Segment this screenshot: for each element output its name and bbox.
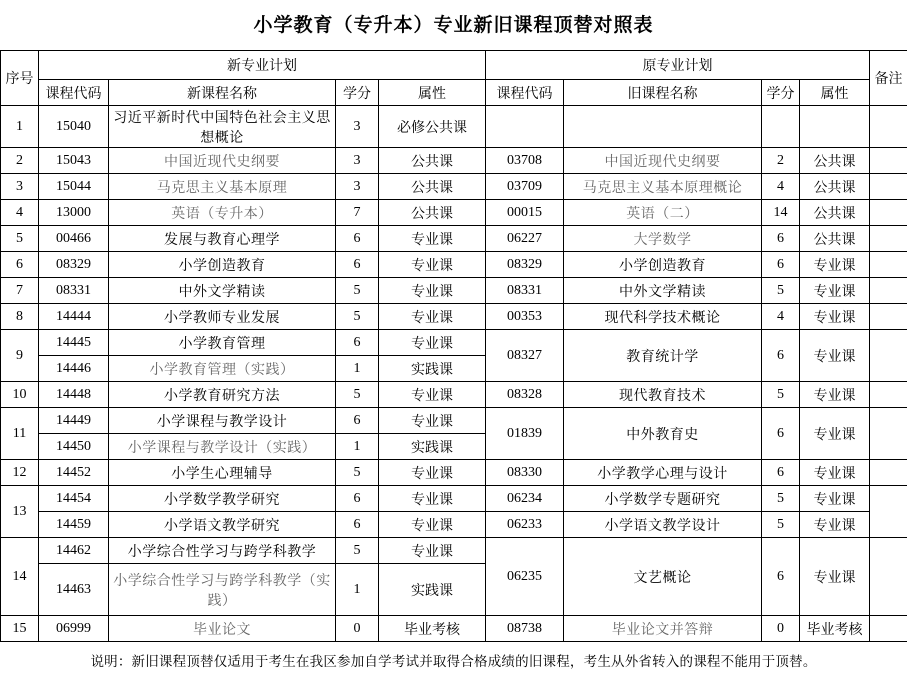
new-name-cell: 小学语文教学研究 bbox=[109, 512, 336, 538]
old-code-cell: 08331 bbox=[486, 278, 564, 304]
new-code-cell: 14463 bbox=[39, 564, 109, 616]
old-credit-cell: 2 bbox=[762, 148, 800, 174]
new-code-cell: 15043 bbox=[39, 148, 109, 174]
old-name-cell: 小学语文教学设计 bbox=[564, 512, 762, 538]
old-attr-cell: 公共课 bbox=[800, 226, 870, 252]
new-attr-cell: 必修公共课 bbox=[379, 106, 486, 148]
old-attr-cell: 公共课 bbox=[800, 174, 870, 200]
new-name-cell: 小学数学教学研究 bbox=[109, 486, 336, 512]
old-name-cell: 小学教学心理与设计 bbox=[564, 460, 762, 486]
seq-cell: 9 bbox=[1, 330, 39, 382]
table-row bbox=[1, 460, 907, 486]
remark-cell bbox=[870, 148, 907, 174]
new-name-cell: 小学课程与教学设计 bbox=[109, 408, 336, 434]
table-row bbox=[1, 252, 907, 278]
new-credit-cell: 3 bbox=[336, 106, 379, 148]
table-row bbox=[1, 174, 907, 200]
new-credit-cell: 6 bbox=[336, 408, 379, 434]
old-credit-cell: 14 bbox=[762, 200, 800, 226]
seq-cell: 15 bbox=[1, 616, 39, 642]
new-credit-cell: 1 bbox=[336, 356, 379, 382]
header-new-attr: 属性 bbox=[379, 80, 486, 106]
remark-cell bbox=[870, 252, 907, 278]
seq-cell: 8 bbox=[1, 304, 39, 330]
old-credit-cell: 6 bbox=[762, 408, 800, 460]
new-code-cell: 14446 bbox=[39, 356, 109, 382]
new-credit-cell: 5 bbox=[336, 460, 379, 486]
new-name-cell: 中外文学精读 bbox=[109, 278, 336, 304]
old-name-cell: 中外文学精读 bbox=[564, 278, 762, 304]
old-code-cell: 08738 bbox=[486, 616, 564, 642]
old-code-cell: 00015 bbox=[486, 200, 564, 226]
new-attr-cell: 公共课 bbox=[379, 200, 486, 226]
table-row bbox=[1, 538, 907, 564]
new-code-cell: 14449 bbox=[39, 408, 109, 434]
old-credit-cell: 6 bbox=[762, 226, 800, 252]
remark-cell bbox=[870, 278, 907, 304]
old-credit-cell bbox=[762, 106, 800, 148]
seq-cell: 4 bbox=[1, 200, 39, 226]
seq-cell: 12 bbox=[1, 460, 39, 486]
old-attr-cell: 专业课 bbox=[800, 252, 870, 278]
old-attr-cell: 专业课 bbox=[800, 330, 870, 382]
old-credit-cell: 6 bbox=[762, 538, 800, 616]
new-name-cell: 小学教育管理（实践） bbox=[109, 356, 336, 382]
new-code-cell: 14448 bbox=[39, 382, 109, 408]
new-name-cell: 小学教育研究方法 bbox=[109, 382, 336, 408]
table-row bbox=[1, 226, 907, 252]
header-new-plan: 新专业计划 bbox=[39, 51, 486, 80]
table-row bbox=[1, 512, 907, 538]
old-credit-cell: 5 bbox=[762, 512, 800, 538]
old-name-cell: 教育统计学 bbox=[564, 330, 762, 382]
old-credit-cell: 5 bbox=[762, 278, 800, 304]
table-row bbox=[1, 486, 907, 512]
old-code-cell: 06227 bbox=[486, 226, 564, 252]
remark-cell bbox=[870, 382, 907, 408]
new-code-cell: 14450 bbox=[39, 434, 109, 460]
new-name-cell: 小学课程与教学设计（实践） bbox=[109, 434, 336, 460]
new-code-cell: 14444 bbox=[39, 304, 109, 330]
header-new-name: 新课程名称 bbox=[109, 80, 336, 106]
table-row bbox=[1, 304, 907, 330]
header-new-code: 课程代码 bbox=[39, 80, 109, 106]
old-credit-cell: 5 bbox=[762, 382, 800, 408]
new-credit-cell: 6 bbox=[336, 486, 379, 512]
new-name-cell: 习近平新时代中国特色社会主义思想概论 bbox=[109, 106, 336, 148]
old-name-cell: 现代教育技术 bbox=[564, 382, 762, 408]
old-credit-cell: 6 bbox=[762, 460, 800, 486]
table-row bbox=[1, 382, 907, 408]
old-attr-cell: 专业课 bbox=[800, 382, 870, 408]
seq-cell: 6 bbox=[1, 252, 39, 278]
old-credit-cell: 4 bbox=[762, 174, 800, 200]
table-row bbox=[1, 330, 907, 356]
new-credit-cell: 1 bbox=[336, 564, 379, 616]
new-credit-cell: 6 bbox=[336, 226, 379, 252]
old-attr-cell: 专业课 bbox=[800, 538, 870, 616]
old-code-cell: 01839 bbox=[486, 408, 564, 460]
seq-cell: 14 bbox=[1, 538, 39, 616]
new-credit-cell: 0 bbox=[336, 616, 379, 642]
old-name-cell: 毕业论文并答辩 bbox=[564, 616, 762, 642]
remark-cell bbox=[870, 200, 907, 226]
new-attr-cell: 专业课 bbox=[379, 512, 486, 538]
header-old-attr: 属性 bbox=[800, 80, 870, 106]
seq-cell: 1 bbox=[1, 106, 39, 148]
old-code-cell: 08329 bbox=[486, 252, 564, 278]
old-name-cell: 英语（二） bbox=[564, 200, 762, 226]
new-credit-cell: 6 bbox=[336, 512, 379, 538]
new-name-cell: 小学综合性学习与跨学科教学 bbox=[109, 538, 336, 564]
old-name-cell: 小学数学专题研究 bbox=[564, 486, 762, 512]
old-code-cell: 08330 bbox=[486, 460, 564, 486]
new-credit-cell: 3 bbox=[336, 148, 379, 174]
seq-cell: 3 bbox=[1, 174, 39, 200]
old-attr-cell: 公共课 bbox=[800, 148, 870, 174]
table-row bbox=[1, 616, 907, 642]
old-credit-cell: 4 bbox=[762, 304, 800, 330]
old-name-cell: 大学数学 bbox=[564, 226, 762, 252]
old-credit-cell: 6 bbox=[762, 252, 800, 278]
new-code-cell: 14445 bbox=[39, 330, 109, 356]
new-code-cell: 14459 bbox=[39, 512, 109, 538]
remark-cell bbox=[870, 174, 907, 200]
header-old-credit: 学分 bbox=[762, 80, 800, 106]
remark-cell bbox=[870, 106, 907, 148]
new-name-cell: 毕业论文 bbox=[109, 616, 336, 642]
page-title: 小学教育（专升本）专业新旧课程顶替对照表 bbox=[253, 14, 654, 36]
old-credit-cell: 6 bbox=[762, 330, 800, 382]
old-name-cell: 小学创造教育 bbox=[564, 252, 762, 278]
old-code-cell: 03709 bbox=[486, 174, 564, 200]
new-attr-cell: 实践课 bbox=[379, 434, 486, 460]
old-attr-cell: 公共课 bbox=[800, 200, 870, 226]
old-attr-cell: 专业课 bbox=[800, 460, 870, 486]
new-credit-cell: 6 bbox=[336, 252, 379, 278]
old-code-cell: 03708 bbox=[486, 148, 564, 174]
new-credit-cell: 7 bbox=[336, 200, 379, 226]
new-credit-cell: 5 bbox=[336, 278, 379, 304]
table-row bbox=[1, 148, 907, 174]
course-table bbox=[0, 50, 907, 642]
seq-cell: 10 bbox=[1, 382, 39, 408]
old-name-cell: 中外教育史 bbox=[564, 408, 762, 460]
remark-cell bbox=[870, 408, 907, 460]
seq-cell: 2 bbox=[1, 148, 39, 174]
header-row-columns bbox=[1, 80, 907, 106]
new-code-cell: 14454 bbox=[39, 486, 109, 512]
old-attr-cell: 专业课 bbox=[800, 486, 870, 512]
remark-cell bbox=[870, 330, 907, 382]
seq-cell: 11 bbox=[1, 408, 39, 460]
new-code-cell: 06999 bbox=[39, 616, 109, 642]
new-code-cell: 08329 bbox=[39, 252, 109, 278]
header-seq: 序号 bbox=[1, 51, 39, 106]
new-attr-cell: 公共课 bbox=[379, 174, 486, 200]
table-row bbox=[1, 106, 907, 148]
old-name-cell: 中国近现代史纲要 bbox=[564, 148, 762, 174]
new-attr-cell: 专业课 bbox=[379, 382, 486, 408]
new-code-cell: 14452 bbox=[39, 460, 109, 486]
remark-cell bbox=[870, 616, 907, 642]
new-name-cell: 小学综合性学习与跨学科教学（实践） bbox=[109, 564, 336, 616]
new-credit-cell: 6 bbox=[336, 330, 379, 356]
new-attr-cell: 专业课 bbox=[379, 538, 486, 564]
header-row-group bbox=[1, 51, 907, 80]
old-credit-cell: 0 bbox=[762, 616, 800, 642]
new-code-cell: 14462 bbox=[39, 538, 109, 564]
header-old-name: 旧课程名称 bbox=[564, 80, 762, 106]
new-name-cell: 小学教师专业发展 bbox=[109, 304, 336, 330]
new-attr-cell: 专业课 bbox=[379, 330, 486, 356]
new-attr-cell: 公共课 bbox=[379, 148, 486, 174]
new-credit-cell: 3 bbox=[336, 174, 379, 200]
old-code-cell: 08328 bbox=[486, 382, 564, 408]
old-attr-cell: 专业课 bbox=[800, 278, 870, 304]
header-new-credit: 学分 bbox=[336, 80, 379, 106]
new-attr-cell: 专业课 bbox=[379, 486, 486, 512]
old-code-cell: 06235 bbox=[486, 538, 564, 616]
new-code-cell: 15040 bbox=[39, 106, 109, 148]
header-old-code: 课程代码 bbox=[486, 80, 564, 106]
remark-cell bbox=[870, 226, 907, 252]
new-credit-cell: 5 bbox=[336, 382, 379, 408]
old-name-cell: 文艺概论 bbox=[564, 538, 762, 616]
old-attr-cell: 专业课 bbox=[800, 304, 870, 330]
new-code-cell: 00466 bbox=[39, 226, 109, 252]
old-code-cell: 08327 bbox=[486, 330, 564, 382]
remark-cell bbox=[870, 538, 907, 616]
new-name-cell: 中国近现代史纲要 bbox=[109, 148, 336, 174]
old-attr-cell: 专业课 bbox=[800, 512, 870, 538]
new-name-cell: 英语（专升本） bbox=[109, 200, 336, 226]
new-name-cell: 发展与教育心理学 bbox=[109, 226, 336, 252]
remark-cell bbox=[870, 486, 907, 538]
remark-cell bbox=[870, 460, 907, 486]
table-row bbox=[1, 200, 907, 226]
old-name-cell bbox=[564, 106, 762, 148]
new-name-cell: 小学教育管理 bbox=[109, 330, 336, 356]
new-attr-cell: 实践课 bbox=[379, 564, 486, 616]
old-attr-cell: 毕业考核 bbox=[800, 616, 870, 642]
new-attr-cell: 专业课 bbox=[379, 278, 486, 304]
old-attr-cell: 专业课 bbox=[800, 408, 870, 460]
seq-cell: 13 bbox=[1, 486, 39, 538]
new-attr-cell: 毕业考核 bbox=[379, 616, 486, 642]
old-code-cell: 06233 bbox=[486, 512, 564, 538]
old-code-cell: 00353 bbox=[486, 304, 564, 330]
old-name-cell: 现代科学技术概论 bbox=[564, 304, 762, 330]
new-attr-cell: 专业课 bbox=[379, 304, 486, 330]
new-attr-cell: 专业课 bbox=[379, 460, 486, 486]
new-credit-cell: 1 bbox=[336, 434, 379, 460]
new-attr-cell: 实践课 bbox=[379, 356, 486, 382]
seq-cell: 5 bbox=[1, 226, 39, 252]
new-credit-cell: 5 bbox=[336, 538, 379, 564]
new-name-cell: 小学生心理辅导 bbox=[109, 460, 336, 486]
new-code-cell: 08331 bbox=[39, 278, 109, 304]
header-remark: 备注 bbox=[870, 51, 907, 106]
old-credit-cell: 5 bbox=[762, 486, 800, 512]
table-row bbox=[1, 278, 907, 304]
remark-cell bbox=[870, 304, 907, 330]
old-code-cell: 06234 bbox=[486, 486, 564, 512]
new-attr-cell: 专业课 bbox=[379, 252, 486, 278]
new-attr-cell: 专业课 bbox=[379, 226, 486, 252]
new-attr-cell: 专业课 bbox=[379, 408, 486, 434]
old-attr-cell bbox=[800, 106, 870, 148]
new-credit-cell: 5 bbox=[336, 304, 379, 330]
new-code-cell: 15044 bbox=[39, 174, 109, 200]
header-old-plan: 原专业计划 bbox=[486, 51, 870, 80]
old-name-cell: 马克思主义基本原理概论 bbox=[564, 174, 762, 200]
footnote: 说明：新旧课程顶替仅适用于考生在我区参加自学考试并取得合格成绩的旧课程，考生从外省转入的课程不能用于顶替。 bbox=[90, 654, 817, 670]
seq-cell: 7 bbox=[1, 278, 39, 304]
old-code-cell bbox=[486, 106, 564, 148]
new-name-cell: 小学创造教育 bbox=[109, 252, 336, 278]
table-row bbox=[1, 408, 907, 434]
new-code-cell: 13000 bbox=[39, 200, 109, 226]
new-name-cell: 马克思主义基本原理 bbox=[109, 174, 336, 200]
